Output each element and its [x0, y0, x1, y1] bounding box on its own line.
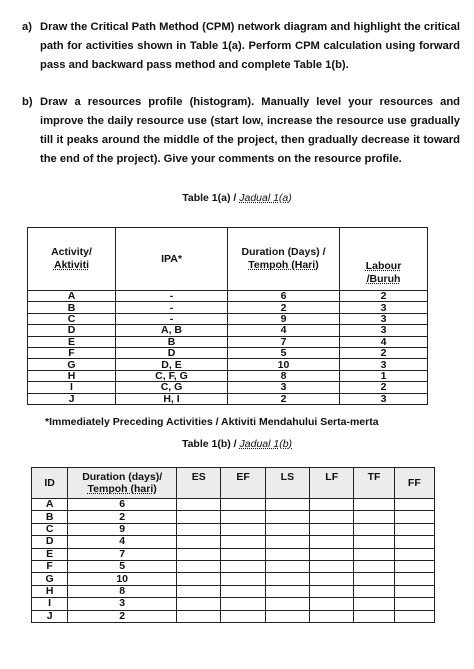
activity-activity-cell: F	[28, 347, 116, 358]
cpm-ls-cell[interactable]	[265, 610, 309, 622]
activity-ipa-cell: C, G	[116, 382, 228, 393]
activity-duration-cell: 10	[228, 359, 340, 370]
cpm-ef-cell[interactable]	[221, 610, 265, 622]
cpm-es-cell[interactable]	[177, 610, 221, 622]
question-b	[22, 93, 460, 169]
duration-header-en: Duration (Days) /	[241, 246, 326, 258]
cpm-lf-cell[interactable]	[310, 610, 354, 622]
cpm-ls-cell[interactable]	[265, 499, 309, 511]
cpm-id-cell: J	[32, 610, 68, 622]
id-header: ID	[32, 468, 68, 499]
activity-labour-cell: 3	[340, 393, 428, 404]
cpm-ff-cell[interactable]	[394, 573, 434, 585]
cpm-id-cell: F	[32, 560, 68, 572]
activity-activity-cell: H	[28, 370, 116, 381]
activity-header-ms: Aktiviti	[53, 259, 89, 271]
cpm-duration-cell: 4	[68, 536, 177, 548]
cpm-row	[32, 598, 435, 610]
lf-header: LF	[310, 468, 354, 499]
activity-duration-cell: 9	[228, 313, 340, 324]
cpm-lf-cell[interactable]	[310, 598, 354, 610]
cpm-tf-cell[interactable]	[354, 511, 394, 523]
activity-row	[28, 336, 428, 347]
cpm-lf-cell[interactable]	[310, 536, 354, 548]
cpm-duration-cell: 6	[68, 499, 177, 511]
cpm-id-cell: A	[32, 499, 68, 511]
ipa-header: IPA*	[116, 228, 228, 291]
cpm-tf-cell[interactable]	[354, 573, 394, 585]
cpm-lf-cell[interactable]	[310, 511, 354, 523]
cpm-es-cell[interactable]	[177, 523, 221, 535]
cpm-id-cell: B	[32, 511, 68, 523]
activity-row	[28, 382, 428, 393]
cpm-id-cell: C	[32, 523, 68, 535]
cpm-tf-cell[interactable]	[354, 610, 394, 622]
es-header: ES	[177, 468, 221, 499]
cpm-duration-header	[68, 468, 177, 499]
activity-duration-cell: 4	[228, 325, 340, 336]
activity-table	[27, 227, 428, 405]
cpm-tf-cell[interactable]	[354, 598, 394, 610]
cpm-ff-cell[interactable]	[394, 511, 434, 523]
cpm-ls-cell[interactable]	[265, 536, 309, 548]
question-a-label: a)	[22, 21, 32, 33]
table2-caption-malay: Jadual 1(b)	[239, 438, 293, 450]
question-b-text: Draw a resources profile (histogram). Manually level your resources and improve the daily resource use (start low, increase the resource use gradually till it peaks around the middle of the project, then gradually decrease it toward the end of the project). Give your comments on the resource profile.	[40, 96, 460, 165]
activity-duration-cell: 8	[228, 370, 340, 381]
cpm-ef-cell[interactable]	[221, 499, 265, 511]
cpm-tf-cell[interactable]	[354, 585, 394, 597]
activity-labour-cell: 2	[340, 291, 428, 302]
activity-ipa-cell: B	[116, 336, 228, 347]
cpm-es-cell[interactable]	[177, 573, 221, 585]
cpm-ef-cell[interactable]	[221, 585, 265, 597]
duration-header-ms: Tempoh (Hari)	[248, 259, 319, 271]
activity-duration-cell: 3	[228, 382, 340, 393]
cpm-row	[32, 548, 435, 560]
cpm-lf-cell[interactable]	[310, 573, 354, 585]
activity-duration-cell: 7	[228, 336, 340, 347]
cpm-ls-cell[interactable]	[265, 585, 309, 597]
cpm-duration-cell: 5	[68, 560, 177, 572]
cpm-ls-cell[interactable]	[265, 523, 309, 535]
cpm-duration-cell: 3	[68, 598, 177, 610]
cpm-ls-cell[interactable]	[265, 598, 309, 610]
question-a-text: Draw the Critical Path Method (CPM) network diagram and highlight the critical path for activities shown in Table 1(a). Perform CPM calculation using forward pass and backward pass method and complete Table 1(b).	[40, 21, 460, 71]
cpm-ef-cell[interactable]	[221, 560, 265, 572]
cpm-duration-header-en: Duration (days)/	[82, 471, 163, 483]
cpm-duration-cell: 2	[68, 511, 177, 523]
cpm-duration-cell: 2	[68, 610, 177, 622]
cpm-ff-cell[interactable]	[394, 560, 434, 572]
activity-row	[28, 393, 428, 404]
activity-duration-cell: 2	[228, 302, 340, 313]
activity-activity-cell: G	[28, 359, 116, 370]
labour-header	[340, 228, 428, 291]
cpm-ff-cell[interactable]	[394, 536, 434, 548]
activity-row	[28, 347, 428, 358]
activity-header-en: Activity/	[51, 246, 92, 258]
activity-activity-cell: C	[28, 313, 116, 324]
activity-labour-cell: 3	[340, 302, 428, 313]
activity-labour-cell: 3	[340, 325, 428, 336]
cpm-ls-cell[interactable]	[265, 560, 309, 572]
activity-activity-cell: B	[28, 302, 116, 313]
cpm-table-header	[32, 468, 435, 499]
cpm-lf-cell[interactable]	[310, 585, 354, 597]
activity-labour-cell: 4	[340, 336, 428, 347]
labour-header-ms: /Buruh	[366, 273, 401, 285]
activity-row	[28, 291, 428, 302]
cpm-ff-cell[interactable]	[394, 499, 434, 511]
cpm-ef-cell[interactable]	[221, 523, 265, 535]
cpm-tf-cell[interactable]	[354, 499, 394, 511]
activity-ipa-cell: A, B	[116, 325, 228, 336]
activity-activity-cell: J	[28, 393, 116, 404]
ef-header: EF	[221, 468, 265, 499]
activity-row	[28, 313, 428, 324]
activity-duration-cell: 6	[228, 291, 340, 302]
ls-header: LS	[265, 468, 309, 499]
cpm-tf-cell[interactable]	[354, 536, 394, 548]
cpm-duration-cell: 9	[68, 523, 177, 535]
cpm-row	[32, 585, 435, 597]
cpm-duration-cell: 7	[68, 548, 177, 560]
cpm-ls-cell[interactable]	[265, 573, 309, 585]
cpm-ls-cell[interactable]	[265, 511, 309, 523]
cpm-lf-cell[interactable]	[310, 560, 354, 572]
activity-row	[28, 325, 428, 336]
labour-header-en: Labour	[365, 260, 402, 272]
activity-ipa-cell: D	[116, 347, 228, 358]
cpm-lf-cell[interactable]	[310, 499, 354, 511]
question-b-label: b)	[22, 96, 33, 108]
cpm-id-cell: H	[32, 585, 68, 597]
cpm-ef-cell[interactable]	[221, 598, 265, 610]
cpm-row	[32, 511, 435, 523]
cpm-ff-cell[interactable]	[394, 548, 434, 560]
activity-ipa-cell: C, F, G	[116, 370, 228, 381]
activity-labour-cell: 3	[340, 359, 428, 370]
activity-row	[28, 302, 428, 313]
cpm-es-cell[interactable]	[177, 560, 221, 572]
cpm-table	[31, 467, 435, 623]
activity-ipa-cell: -	[116, 291, 228, 302]
cpm-ls-cell[interactable]	[265, 548, 309, 560]
activity-duration-cell: 5	[228, 347, 340, 358]
activity-ipa-cell: H, I	[116, 393, 228, 404]
cpm-id-cell: I	[32, 598, 68, 610]
activity-activity-cell: A	[28, 291, 116, 302]
cpm-ef-cell[interactable]	[221, 511, 265, 523]
cpm-lf-cell[interactable]	[310, 523, 354, 535]
activity-duration-cell: 2	[228, 393, 340, 404]
cpm-ff-cell[interactable]	[394, 598, 434, 610]
cpm-es-cell[interactable]	[177, 548, 221, 560]
duration-header	[228, 228, 340, 291]
cpm-row	[32, 560, 435, 572]
cpm-id-cell: G	[32, 573, 68, 585]
activity-labour-cell: 2	[340, 347, 428, 358]
cpm-es-cell[interactable]	[177, 499, 221, 511]
cpm-ff-cell[interactable]	[394, 585, 434, 597]
question-a	[22, 18, 460, 75]
cpm-ff-cell[interactable]	[394, 610, 434, 622]
cpm-duration-cell: 10	[68, 573, 177, 585]
cpm-es-cell[interactable]	[177, 585, 221, 597]
ipa-footnote: *Immediately Preceding Activities / Aktiviti Mendahului Serta-merta	[45, 416, 379, 428]
activity-header	[28, 228, 116, 291]
cpm-id-cell: E	[32, 548, 68, 560]
activity-ipa-cell: D, E	[116, 359, 228, 370]
cpm-ff-cell[interactable]	[394, 523, 434, 535]
activity-labour-cell: 3	[340, 313, 428, 324]
cpm-row	[32, 536, 435, 548]
tf-header: TF	[354, 468, 394, 499]
activity-row	[28, 370, 428, 381]
table2-caption	[0, 438, 474, 450]
cpm-duration-cell: 8	[68, 585, 177, 597]
cpm-tf-cell[interactable]	[354, 548, 394, 560]
table1-caption-malay: Jadual 1(a)	[239, 192, 292, 204]
cpm-es-cell[interactable]	[177, 598, 221, 610]
cpm-row	[32, 523, 435, 535]
cpm-es-cell[interactable]	[177, 536, 221, 548]
activity-ipa-cell: -	[116, 302, 228, 313]
cpm-tf-cell[interactable]	[354, 560, 394, 572]
cpm-id-cell: D	[32, 536, 68, 548]
cpm-lf-cell[interactable]	[310, 548, 354, 560]
activity-labour-cell: 1	[340, 370, 428, 381]
activity-activity-cell: D	[28, 325, 116, 336]
table2-caption-main: Table 1(b) /	[181, 438, 240, 450]
cpm-row	[32, 499, 435, 511]
cpm-row	[32, 573, 435, 585]
cpm-ef-cell[interactable]	[221, 573, 265, 585]
activity-labour-cell: 2	[340, 382, 428, 393]
cpm-tf-cell[interactable]	[354, 523, 394, 535]
table1-caption-main: Table 1(a) /	[182, 192, 240, 204]
cpm-duration-header-ms: Tempoh (hari)	[87, 483, 157, 495]
activity-row	[28, 359, 428, 370]
activity-activity-cell: I	[28, 382, 116, 393]
activity-table-header	[28, 228, 428, 291]
cpm-row	[32, 610, 435, 622]
activity-ipa-cell: -	[116, 313, 228, 324]
activity-activity-cell: E	[28, 336, 116, 347]
ff-header: FF	[394, 468, 434, 499]
table1-caption	[0, 192, 474, 204]
cpm-ef-cell[interactable]	[221, 536, 265, 548]
cpm-ef-cell[interactable]	[221, 548, 265, 560]
cpm-es-cell[interactable]	[177, 511, 221, 523]
